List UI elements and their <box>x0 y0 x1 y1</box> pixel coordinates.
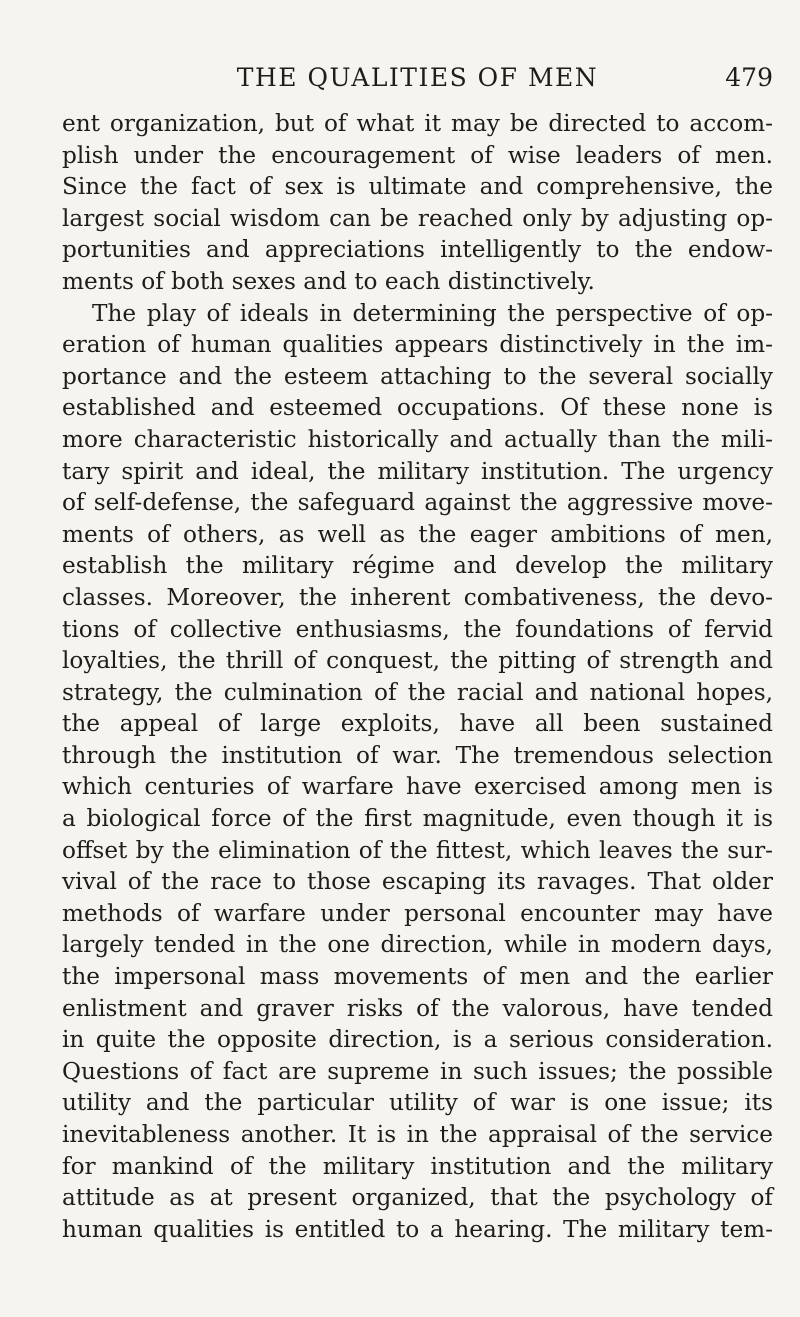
text-line: a biological force of the first magnitude, even though it is <box>62 805 773 833</box>
text-line: offset by the elimination of the fittest, which leaves the sur- <box>62 836 773 864</box>
text-line: inevitableness another. It is in the appraisal of the service <box>62 1121 773 1148</box>
text-line: portunities and appreciations intelligently to the endow- <box>62 236 773 264</box>
paragraph <box>62 108 773 298</box>
text-line: methods of warfare under personal encounter may have <box>62 899 773 927</box>
body-text <box>62 108 773 1245</box>
text-line: portance and the esteem attaching to the several socially <box>62 362 773 390</box>
text-line: for mankind of the military institution and the military <box>62 1152 773 1180</box>
text-line: strategy, the culmination of the racial and national hopes, <box>62 678 773 706</box>
text-line: loyalties, the thrill of conquest, the pitting of strength and <box>62 647 773 675</box>
text-line: largely tended in the one direction, while in modern days, <box>62 931 773 959</box>
text-line: tary spirit and ideal, the military institution. The urgency <box>62 457 773 485</box>
text-line: ments of others, as well as the eager ambitions of men, <box>62 520 773 548</box>
text-line: establish the military régime and develop the military <box>62 552 773 580</box>
paragraph <box>62 298 773 1246</box>
text-line: more characteristic historically and actually than the mili- <box>62 425 773 453</box>
text-line: Since the fact of sex is ultimate and comprehensive, the <box>62 173 773 201</box>
text-line: attitude as at present organized, that the psychology of <box>62 1184 773 1212</box>
text-line: of self-defense, the safeguard against the aggressive move- <box>62 489 773 517</box>
running-title: THE QUALITIES OF MEN <box>236 63 599 92</box>
text-line: established and esteemed occupations. Of these none is <box>62 394 773 422</box>
text-line: ent organization, but of what it may be directed to accom- <box>62 110 773 137</box>
text-line: ments of both sexes and to each distinctively. <box>62 267 595 295</box>
text-line: utility and the particular utility of war is one issue; its <box>62 1089 773 1117</box>
text-line: eration of human qualities appears distinctively in the im- <box>62 331 773 359</box>
text-line: enlistment and graver risks of the valorous, have tended <box>62 994 773 1022</box>
text-line: in quite the opposite direction, is a serious consideration. <box>62 1026 773 1054</box>
text-line: human qualities is entitled to a hearing. The military tem- <box>62 1215 773 1243</box>
text-line: through the institution of war. The tremendous selection <box>62 741 773 769</box>
text-line: The play of ideals in determining the perspective of op- <box>92 299 773 327</box>
text-line: which centuries of warfare have exercised among men is <box>62 773 773 801</box>
page-number: 479 <box>725 63 773 92</box>
text-line: Questions of fact are supreme in such issues; the possible <box>62 1057 773 1085</box>
text-line: largest social wisdom can be reached only by adjusting op- <box>62 204 773 232</box>
text-line: the appeal of large exploits, have all been sustained <box>62 710 773 738</box>
text-line: classes. Moreover, the inherent combativeness, the devo- <box>62 583 773 611</box>
text-line: tions of collective enthusiasms, the foundations of fervid <box>62 615 773 643</box>
text-line: vival of the race to those escaping its ravages. That older <box>62 868 773 896</box>
running-head <box>62 60 773 96</box>
text-line: plish under the encouragement of wise leaders of men. <box>62 141 773 169</box>
text-line: the impersonal mass movements of men and the earlier <box>62 963 773 991</box>
